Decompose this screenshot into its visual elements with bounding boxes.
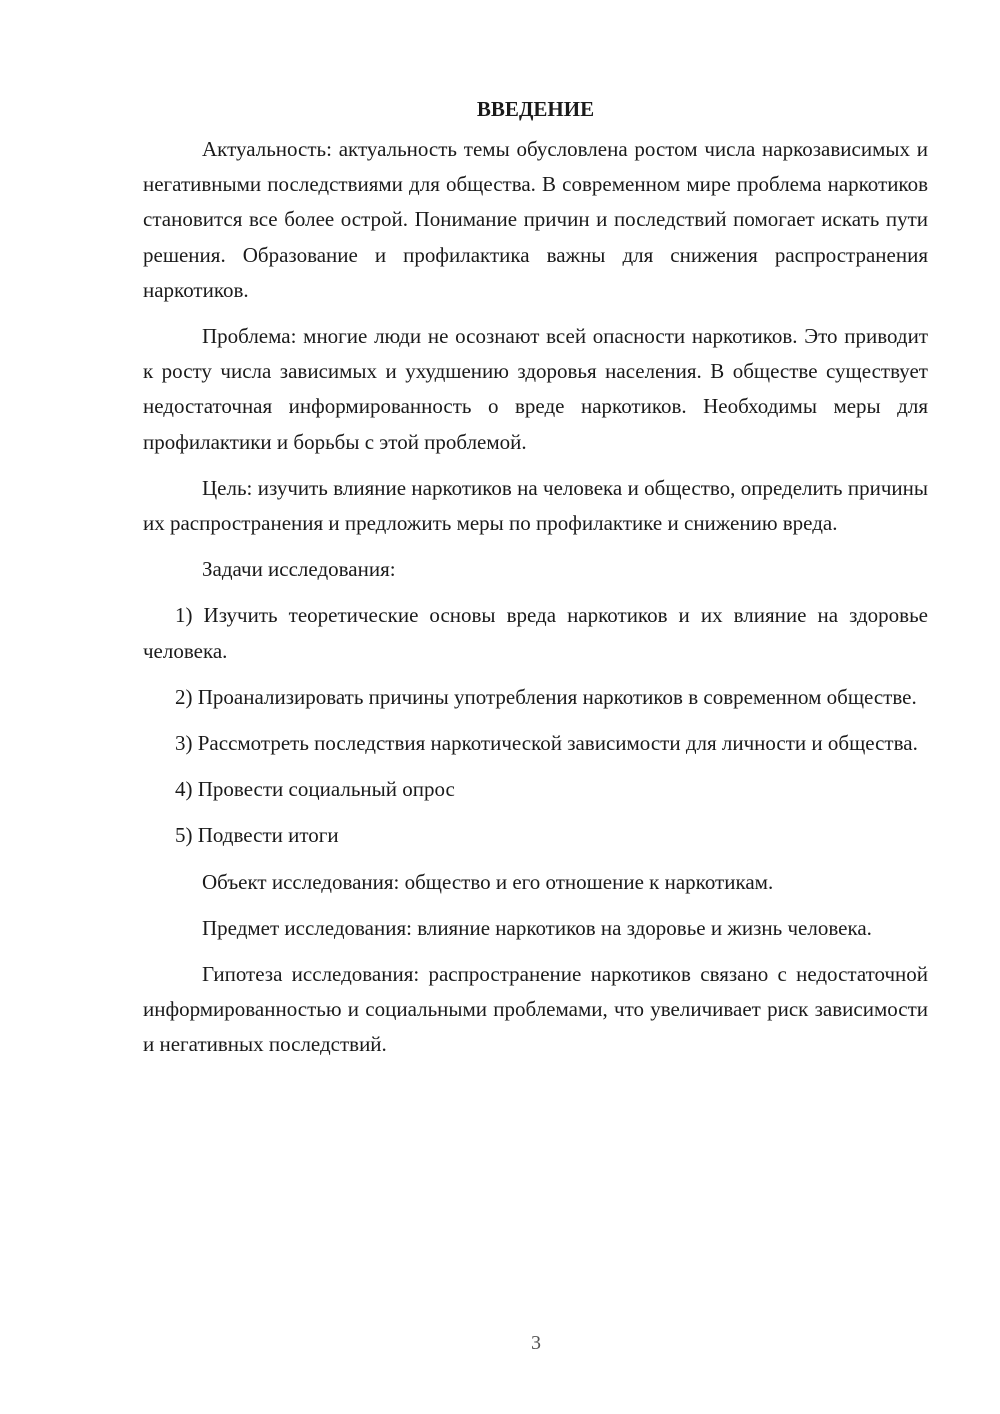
document-page [143,92,928,1074]
page-number: 3 [531,1332,541,1354]
task-item-3: 3) Рассмотреть последствия наркотической зависимости для личности и общества. [175,731,918,756]
task-item-5: 5) Подвести итоги [175,823,339,848]
paragraph-hypothesis: Гипотеза исследования: распространение наркотиков связано с недостаточной информированностью и социальными проблемами, что увеличивает риск зависимости и негативных последствий. [143,962,928,1057]
paragraph-relevance: Актуальность: актуальность темы обусловлена ростом числа наркозависимых и негативными последствиями для общества. В современном мире проблема наркотиков становится все более острой. Понимание причин и последствий помогает искать пути решения. Образование и профилактика важны для снижения распространения наркотиков. [143,137,928,302]
task-item-2: 2) Проанализировать причины употребления наркотиков в современном обществе. [175,684,917,709]
paragraph-goal: Цель: изучить влияние наркотиков на человека и общество, определить причины их распространения и предложить меры по профилактике и снижению вреда. [143,475,928,536]
task-item-1: 1) Изучить теоретические основы вреда наркотиков и их влияние на здоровье человека. [143,603,928,663]
paragraph-object: Объект исследования: общество и его отношение к наркотикам. [202,869,774,894]
task-item-4: 4) Провести социальный опрос [175,777,455,802]
page-title: ВВЕДЕНИЕ [476,97,595,121]
paragraph-subject: Предмет исследования: влияние наркотиков на здоровье и жизнь человека. [202,915,872,940]
paragraph-tasks-heading: Задачи исследования: [202,557,396,582]
paragraph-problem: Проблема: многие люди не осознают всей опасности наркотиков. Это приводит к росту числа зависимых и ухудшению здоровья населения. В обществе существует недостаточная информированность о вреде наркотиков. Необходимы меры для профилактики и борьбы с этой проблемой. [143,324,928,454]
